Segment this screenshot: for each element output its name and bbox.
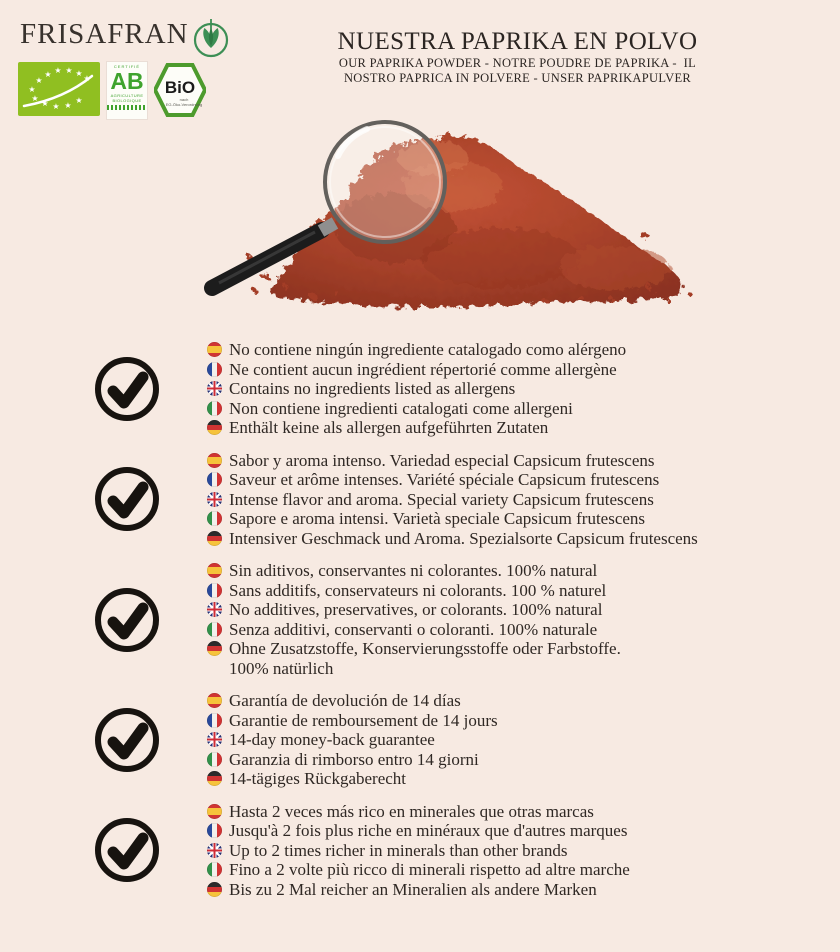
benefit-text: Intense flavor and aroma. Special variety Capsicum frutescens [229, 489, 654, 509]
magnifier-glass [325, 122, 445, 242]
bio-sub-1: nach [179, 97, 189, 102]
germany-flag-icon [207, 882, 222, 897]
benefit-text: Hasta 2 veces más rico en minerales que otras marcas [229, 801, 594, 821]
benefit-text: Enthält keine als allergen aufgeführten Zutaten [229, 418, 549, 437]
check-circle-icon [92, 354, 162, 424]
ab-stripes [107, 105, 147, 110]
benefit-text: Sapore e aroma intensi. Varietà speciale Capsicum frutescens [229, 509, 646, 528]
svg-text:★: ★ [41, 99, 49, 108]
benefit-line [207, 880, 630, 900]
benefit-line [207, 821, 630, 841]
benefit-text: Sin aditivos, conservantes ni colorantes. 100% natural [229, 561, 598, 580]
germany-flag-icon [207, 771, 222, 786]
germany-flag-icon [207, 641, 222, 656]
spain-flag-icon [207, 563, 222, 578]
uk-flag-icon [207, 381, 222, 396]
svg-text:★: ★ [75, 96, 83, 105]
benefit-line [207, 490, 698, 510]
ab-bottom-text-1: AGRICULTURE [110, 93, 144, 98]
magnifier-ferrule [321, 223, 335, 231]
benefit-text: No additives, preservatives, or colorants. 100% natural [229, 600, 603, 619]
svg-text:★: ★ [28, 85, 36, 94]
benefit-row [92, 340, 807, 438]
benefit-row [92, 802, 807, 900]
italy-flag-icon [207, 862, 222, 877]
svg-text:★: ★ [54, 66, 62, 75]
svg-text:★: ★ [65, 66, 73, 75]
benefit-text: No contiene ningún ingrediente catalogado como alérgeno [229, 340, 627, 359]
paprika-pile [247, 135, 692, 307]
benefit-line [207, 360, 626, 380]
svg-text:★: ★ [75, 69, 83, 78]
benefit-line [207, 379, 626, 399]
benefit-line [207, 802, 630, 822]
benefit-text: Jusqu'à 2 fois plus riche en minéraux que d'autres marques [229, 821, 628, 840]
svg-text:★: ★ [31, 94, 39, 103]
benefits-list [92, 340, 807, 912]
france-flag-icon [207, 713, 222, 728]
ab-bottom-text-2: BIOLOGIQUE [112, 98, 142, 103]
benefit-line [207, 750, 498, 770]
benefit-text: Saveur et arôme intenses. Variété spéciale Capsicum frutescens [229, 470, 660, 489]
benefit-lines [207, 802, 630, 900]
france-flag-icon [207, 472, 222, 487]
uk-flag-icon [207, 602, 222, 617]
benefit-text: Non contiene ingredienti catalogati come allergeni [229, 398, 573, 418]
uk-flag-icon [207, 843, 222, 858]
saffron-flower-icon [191, 15, 231, 59]
benefit-text: 100% natürlich [229, 658, 334, 678]
benefit-line [207, 600, 621, 620]
benefit-text: 14-tägiges Rückgaberecht [229, 769, 407, 788]
france-flag-icon [207, 583, 222, 598]
benefit-text: Senza additivi, conservanti o coloranti. 100% naturale [229, 619, 598, 639]
paprika-hero-image [195, 108, 705, 323]
benefit-text: Sans additifs, conservateurs ni colorants. 100 % naturel [229, 580, 607, 600]
benefit-line [207, 418, 626, 438]
certification-logos [18, 62, 206, 119]
benefit-row [92, 691, 807, 789]
page-title: NUESTRA PAPRIKA EN POLVO [337, 28, 698, 55]
benefit-lines [207, 691, 498, 789]
benefit-text: Sabor y aroma intenso. Variedad especial Capsicum frutescens [229, 450, 655, 470]
benefit-text: Garantía de devolución de 14 días [229, 691, 461, 710]
benefit-text: Intensiver Geschmack und Aroma. Spezialsorte Capsicum frutescens [229, 528, 698, 548]
benefit-line [207, 451, 698, 471]
benefit-line [207, 399, 626, 419]
benefit-line [207, 730, 498, 750]
benefit-line [207, 841, 630, 861]
page-subtitle-line1: OUR PAPRIKA POWDER - NOTRE POUDRE DE PAPRIKA - IL [338, 56, 697, 70]
title-block [295, 28, 740, 85]
ab-agriculture-biologique-logo [107, 62, 147, 119]
benefit-line [207, 711, 498, 731]
benefit-text: 14-day money-back guarantee [229, 730, 435, 749]
brand-name: FRISAFRAN [20, 18, 189, 50]
eu-organic-leaf-logo [18, 62, 100, 116]
benefit-text: Garantie de remboursement de 14 jours [229, 710, 498, 730]
svg-text:★: ★ [44, 70, 52, 79]
benefit-line [207, 509, 698, 529]
check-circle-icon [92, 585, 162, 655]
spain-flag-icon [207, 342, 222, 357]
italy-flag-icon [207, 752, 222, 767]
benefit-row [92, 561, 807, 678]
bio-letters: BiO [164, 78, 196, 97]
uk-flag-icon [207, 732, 222, 747]
germany-flag-icon [207, 531, 222, 546]
svg-text:★: ★ [83, 74, 91, 83]
spain-flag-icon [207, 453, 222, 468]
france-flag-icon [207, 823, 222, 838]
spain-flag-icon [207, 693, 222, 708]
ab-letters: AB [110, 68, 144, 94]
flag-spacer [207, 661, 222, 676]
benefit-lines [207, 340, 626, 438]
italy-flag-icon [207, 511, 222, 526]
benefit-line [207, 620, 621, 640]
italy-flag-icon [207, 622, 222, 637]
benefit-text: Up to 2 times richer in minerals than other brands [229, 840, 568, 860]
benefit-line [207, 769, 498, 789]
benefit-line [207, 659, 621, 679]
benefit-text: Garanzia di rimborso entro 14 giorni [229, 749, 479, 769]
benefit-line [207, 561, 621, 581]
france-flag-icon [207, 362, 222, 377]
bio-sub-2: EG-Öko-Verordnung [165, 102, 203, 107]
germany-flag-icon [207, 420, 222, 435]
benefit-line [207, 340, 626, 360]
spain-flag-icon [207, 804, 222, 819]
benefit-line [207, 639, 621, 659]
benefit-line [207, 691, 498, 711]
benefit-line [207, 470, 698, 490]
uk-flag-icon [207, 492, 222, 507]
italy-flag-icon [207, 401, 222, 416]
benefit-text: Contains no ingredients listed as allergens [229, 379, 516, 398]
benefit-row [92, 451, 807, 549]
benefit-text: Ne contient aucun ingrédient répertorié comme allergène [229, 359, 617, 379]
check-circle-icon [92, 815, 162, 885]
benefit-line [207, 581, 621, 601]
svg-text:★: ★ [64, 101, 72, 110]
svg-text:★: ★ [52, 102, 60, 111]
check-circle-icon [92, 464, 162, 534]
brand-header [20, 14, 231, 59]
svg-text:★: ★ [35, 76, 43, 85]
benefit-line [207, 860, 630, 880]
benefit-lines [207, 451, 698, 549]
benefit-text: Fino a 2 volte più ricco di minerali rispetto ad altre marche [229, 860, 630, 879]
check-circle-icon [92, 705, 162, 775]
ab-top-text: CERTIFIÉ [113, 64, 141, 69]
benefit-line [207, 529, 698, 549]
benefit-lines [207, 561, 621, 678]
page-subtitle-line2: NOSTRO PAPRICA IN POLVERE - UNSER PAPRIKAPULVER [343, 70, 692, 85]
benefit-text: Bis zu 2 Mal reicher an Mineralien als andere Marken [229, 879, 597, 899]
benefit-text: Ohne Zusatzstoffe, Konservierungsstoffe oder Farbstoffe. [229, 639, 621, 658]
